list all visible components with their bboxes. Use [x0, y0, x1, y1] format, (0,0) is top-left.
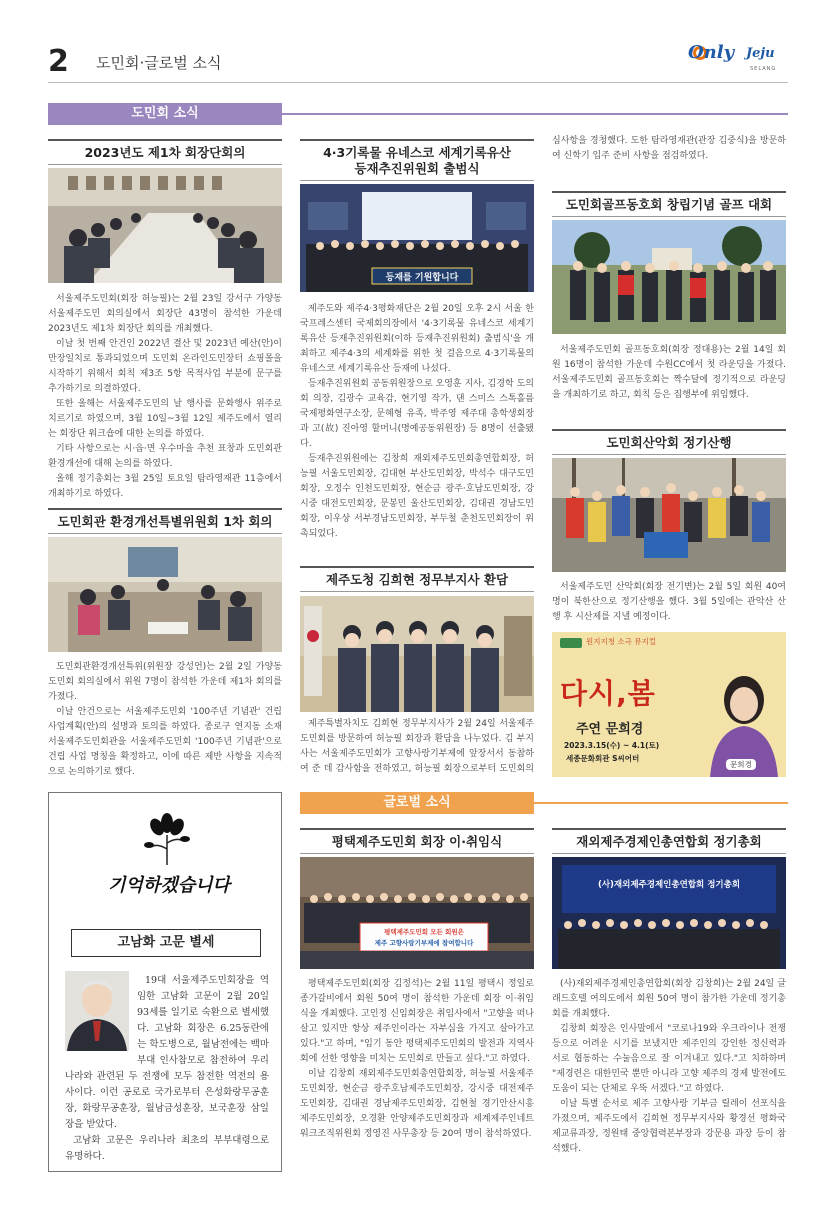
paragraph: 김창희 회장은 인사말에서 "코로나19와 우크라이나 전쟁 등으로 어려운 시기를 보냈지만 제주인의 강인한 정신력과 서로 협동하는 수눌음으로 잘 이겨내고 있다."고 치하하며 "제경련은 대한민국 뿐만 아니라 고향 제주의 경제 발전에도 도움이 되는 단체로 우뚝 서겠다."고 하였다. — [552, 1024, 786, 1094]
section-rule — [282, 113, 788, 115]
article-heading: 재외제주경제인총연합회 정기총회 — [552, 828, 786, 854]
page-header — [48, 40, 788, 90]
page-title: 도민회·글로벌 소식 — [96, 54, 222, 72]
paragraph: 서울제주도민 산악회(회장 전기변)는 2월 5일 회원 40여 명이 북한산으로 정기산행을 했다. 3월 5일에는 관악산 산행 후 시산제를 지낼 예정이다. — [552, 582, 786, 622]
photo-banner-text: (사)재외제주경제인총연합회 정기총회 — [597, 880, 741, 890]
article-heading: 도민회관 환경개선특별위원회 1차 회의 — [48, 508, 282, 534]
paragraph: 도민회관환경개선특위(위원장 강성언)는 2월 2일 가양동 도민회 회의실에서 위원 7명이 참석한 가운데 제1차 회의를 가졌다. — [48, 662, 282, 702]
golf-photo — [552, 220, 786, 334]
paragraph: 이날 특별 순서로 제주 고향사랑 기부금 릴레이 선포식을 가졌으며, 제주도에서 김희현 정무부지사와 황경선 평화국제교류과장, 정원태 중앙협력본부장과 강문용 과장 등이 참석했다. — [552, 1099, 786, 1154]
general-meeting-photo — [552, 857, 786, 969]
paragraph: 이날 안건으로는 서울제주도민회 '100주년 기념관' 건립 사업계획(안)의 설명과 토의를 하였다. 종로구 연지동 소재 서울제주도민회관을 서울제주도민회 '100주년 기념관'으로 건립 사업 명칭을 확정하고, 이에 따른 제반 사항을 지속적으로 논의하기로 했다. — [48, 707, 282, 777]
page-number: 2 — [48, 44, 69, 79]
paragraph: (사)재외제주경제인총연합회(회장 김창희)는 2월 24일 글래드호텔 여의도에서 회원 50여 명이 참가한 가운데 정기총회를 개최했다. — [552, 979, 786, 1019]
paragraph: 등재추진위원에는 김창희 재외제주도민회총연합회장, 허능필 서울도민회장, 김대현 부산도민회장, 박석수 대구도민회장, 오정수 인천도민회장, 현순금 광주·호남도민회장, 강시중 대전도민회장, 문봉민 울산도민회장, 김대권 경남도민회장, 이우상 서부경남도민회장, 부두철 춘천도민회장이 위촉되었다. — [300, 454, 534, 539]
ad-date: 2023.3.15(수) ~ 4.1(토) — [564, 741, 660, 750]
musical-advertisement[interactable] — [552, 632, 786, 777]
photo-banner-line2: 제주 고향사랑기부제에 참여합니다 — [374, 939, 474, 947]
ceremony-photo — [300, 184, 534, 292]
header-divider — [48, 82, 788, 83]
paragraph: 또한 올해는 서울제주도민의 날 행사를 문화행사 위주로 치르기로 하였으며, 3월 10일~3월 12일 제주도에서 열리는 회장단 워크숍에 대한 논의를 하였다. — [48, 399, 282, 439]
meeting-photo — [48, 168, 282, 283]
calligraphy-text: 기억하겠습니다 — [108, 875, 230, 896]
hiking-photo — [552, 458, 786, 572]
obituary-title: 고남화 고문 별세 — [71, 929, 261, 957]
section-banner-domin — [48, 103, 788, 125]
ad-title: 다시,봄 — [560, 677, 656, 710]
flower-icon — [137, 809, 197, 865]
logo-jeju-text: Jeju — [746, 46, 775, 61]
committee-photo — [48, 537, 282, 652]
ad-venue: 세종문화회관 S씨어터 — [566, 754, 640, 763]
paragraph: 올해 정기총회는 3월 25일 토요일 탐라영재관 11층에서 개최하기로 하였다. — [48, 474, 282, 499]
section-title: 도민회 소식 — [48, 103, 282, 125]
paragraph: 서울제주도민회(회장 허능필)는 2월 23일 강서구 가양동 서울제주도민 회의실에서 회장단 43명이 참석한 가운데 2023년도 제1차 회장단 회의를 개최했다. — [48, 294, 282, 334]
article-body — [300, 977, 534, 1142]
ad-top-text: 원지지청 소극 뮤지컬 — [586, 637, 656, 646]
article-heading: 도민회골프동호회 창립기념 골프 대회 — [552, 191, 786, 217]
article-body — [48, 292, 282, 502]
article-heading: 도민회산악회 정기산행 — [552, 429, 786, 455]
paragraph: 서울제주도민회 골프동호회(회장 정대용)는 2월 14일 회원 16명이 참석한 가운데 수원CC에서 첫 라운딩을 가졌다. 서울제주도민회 골프동호회는 짝수달에 정기적으로 라운딩을 개최하기로 하고, 회칙 등은 집행부에 위임했다. — [552, 345, 786, 400]
paragraph: 19대 서울제주도민회장을 역임한 고남화 고문이 2월 20일 93세를 일기로 숙환으로 별세했다. 고남화 회장은 6.25동란에는 학도병으로, 월남전에는 백마부대 인사참모로 참전하여 우리나라와 관련된 두 전쟁에 모두 참전한 역전의 용사이다. 이런 공로로 국가로부터 은성화랑무공훈장, 화랑무공훈장, 월남금성훈장, 보국훈장 삼일장을 받았다. — [65, 975, 269, 1130]
article-body — [300, 717, 534, 777]
visit-photo — [300, 596, 534, 712]
article-body — [48, 660, 282, 780]
article-body-continued — [552, 134, 786, 182]
section-title: 글로벌 소식 — [300, 792, 534, 814]
paragraph-continued: 심사항을 경청했다. 도한 탐라영재관(관장 김중식)을 방문하여 신학기 입주 준비 사항을 점검하였다. — [552, 136, 786, 161]
article-heading-multiline — [300, 139, 534, 181]
article-body — [552, 343, 786, 403]
photo-banner-text: 등재를 기원합니다 — [385, 273, 459, 283]
heading-line: 등재추진위원회 출범식 — [354, 161, 480, 176]
logo-only-text: Only — [688, 42, 735, 63]
article-body — [552, 977, 786, 1157]
paragraph: 이날 김창희 재외제주도민회총연합회장, 허능필 서울제주도민회장, 현순금 광주호남제주도민회장, 강시중 대전제주도민회장, 김대권 경남제주도민회장, 김현철 경기안산시흥제주도민회장, 오경환 안양제주도민회장과 세계제주인네트워크조직위원회 정영진 사무총장 등 20여 명이 참석하였다. — [300, 1069, 534, 1139]
article-heading: 2023년도 제1차 회장단회의 — [48, 139, 282, 165]
obituary-body — [65, 973, 269, 1165]
logo-sub-text: SELANG — [750, 66, 777, 72]
paragraph: 기타 사항으로는 시·읍·면 우수마을 추천 표창과 도민회관 환경개선에 대해 논의를 하였다. — [48, 444, 282, 469]
article-heading: 제주도청 김희현 정무부지사 환담 — [300, 566, 534, 592]
section-rule — [534, 802, 788, 804]
paragraph: 평택제주도민회(회장 김정석)는 2월 11일 평택시 정일로 종가갈비에서 회원 50여 명이 참석한 가운데 회장 이·취임식을 개최했다. 고인정 신임회장은 취임사에서 "고향을 떠나 살고 있지만 항상 제주인이라는 자부심을 가지고 살아가고 있다."고 하며, "임기 동안 평택제주도민회의 발전과 지역사회에 선한 영향을 미치는 도민회로 만들고 싶다."고 하였다. — [300, 979, 534, 1064]
heading-line: 4·3기록물 유네스코 세계기록유산 — [323, 145, 511, 160]
paragraph: 등재추진위원회 공동위원장으로 오영훈 지사, 김경학 도의회 의장, 김광수 교육감, 현기영 작가, 댄 스미스 스톡홀름 국제평화연구소장, 문혜형 유족, 박주영 제주대 총학생회장과 고(故) 진아영 할머니(명예공동위원장) 등 8명이 선출됐다. — [300, 379, 534, 449]
paragraph: 제주도와 제주4·3평화재단은 2월 20일 오후 2시 서울 한국프레스센터 국제회의장에서 '4·3기록물 유네스코 세계기록유산 등재추진위원회(이하 등재추진위원회) 출범식'을 개최하고 제주4·3의 세계화를 위한 첫 걸음으로 4·3기록물의 유네스코 세계기록유산 등재에 나섰다. — [300, 304, 534, 374]
photo-banner-line1: 평택제주도민회 모든 회원은 — [384, 928, 464, 936]
only-jeju-logo — [688, 40, 788, 78]
section-banner-global — [300, 792, 788, 814]
ad-name-tag: 문희경 — [726, 759, 756, 770]
inauguration-photo — [300, 857, 534, 969]
article-heading: 평택제주도민회 회장 이·취임식 — [300, 828, 534, 854]
bus-icon — [560, 638, 582, 648]
article-body — [552, 580, 786, 625]
ad-cast: 주연 문희경 — [576, 722, 644, 737]
paragraph: 이날 첫 번째 안건인 2022년 결산 및 2023년 예산(안)이 만장일치로 통과되었으며 도민회 온라인도민장터 쇼핑몰을 시작하기 위해서 회칙 제3조 5항 목적사업 부분에 문구를 추가하기로 의결하였다. — [48, 339, 282, 394]
article-body — [300, 302, 534, 542]
obituary-box — [48, 792, 282, 1172]
paragraph: 제주특별자치도 김희현 정무부지사가 2월 24일 서울제주도민회를 방문하여 허능필 회장과 환담을 나누었다. 김 부지사는 서울제주도민회가 고향사랑기부제에 앞장서서 동참하여 준 데 감사함을 전하였고, 허능필 회장으로부터 도민회의 — [300, 719, 534, 774]
paragraph: 고남화 고문은 우리나라 최초의 부부대령으로 유명하다. — [65, 1135, 269, 1162]
